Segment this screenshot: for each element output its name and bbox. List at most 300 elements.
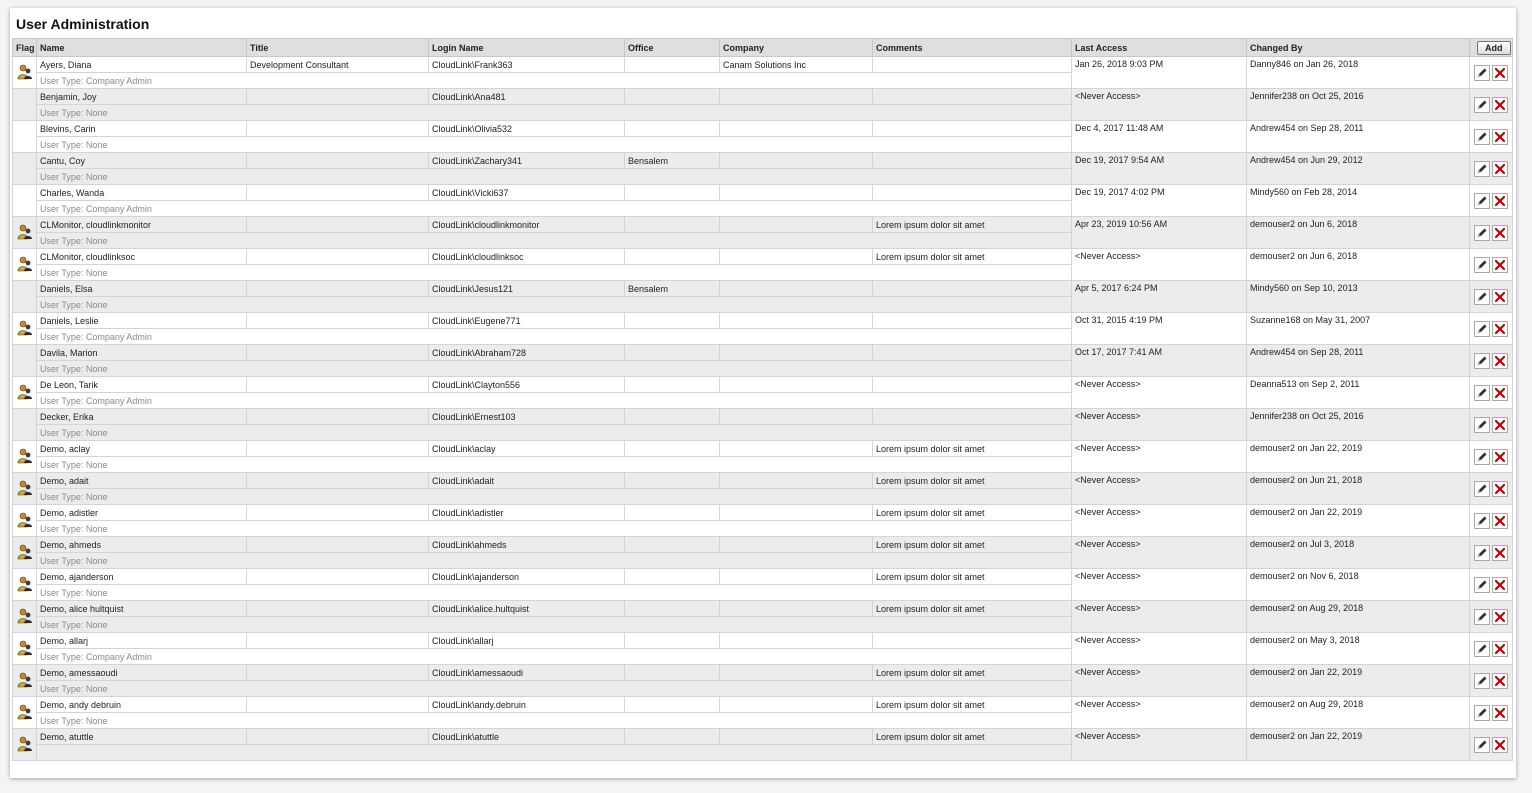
user-type-label: User Type: — [40, 363, 86, 374]
delete-button[interactable] — [1492, 705, 1508, 721]
delete-button[interactable] — [1492, 225, 1508, 241]
user-group-icon — [17, 552, 33, 562]
flag-cell — [13, 377, 37, 409]
cell-title — [247, 697, 429, 713]
user-type-cell — [37, 137, 1072, 153]
column-header-changed-by[interactable]: Changed By — [1247, 39, 1470, 57]
delete-button[interactable] — [1492, 481, 1508, 497]
delete-button[interactable] — [1492, 161, 1508, 177]
edit-button[interactable] — [1474, 225, 1490, 241]
cell-office — [625, 697, 720, 713]
flag-cell — [13, 537, 37, 569]
edit-button[interactable] — [1474, 449, 1490, 465]
delete-button[interactable] — [1492, 65, 1508, 81]
table-row[interactable] — [13, 665, 1513, 681]
cell-login-name: CloudLink\adait — [429, 473, 625, 489]
user-type-label: User Type: — [40, 619, 86, 630]
cell-title — [247, 345, 429, 361]
user-type-label: User Type: — [40, 75, 86, 86]
cell-company — [720, 185, 873, 201]
cell-comments: Lorem ipsum dolor sit amet — [873, 537, 1072, 553]
user-type-value: Company Admin — [85, 75, 152, 86]
cell-comments: Lorem ipsum dolor sit amet — [873, 441, 1072, 457]
cell-office — [625, 345, 720, 361]
cell-comments — [873, 345, 1072, 361]
edit-button[interactable] — [1474, 289, 1490, 305]
cell-company — [720, 121, 873, 137]
edit-button[interactable] — [1474, 161, 1490, 177]
cell-comments — [873, 185, 1072, 201]
cell-name: Davila, Marion — [37, 345, 247, 361]
delete-button[interactable] — [1492, 673, 1508, 689]
cell-changed-by: demouser2 on Jul 3, 2018 — [1247, 537, 1470, 569]
row-actions — [1470, 473, 1513, 505]
user-type-cell — [37, 201, 1072, 217]
user-type-cell — [37, 73, 1072, 89]
row-actions — [1470, 505, 1513, 537]
delete-button[interactable] — [1492, 129, 1508, 145]
edit-button[interactable] — [1474, 385, 1490, 401]
cell-office — [625, 185, 720, 201]
cell-company — [720, 601, 873, 617]
cell-comments: Lorem ipsum dolor sit amet — [873, 601, 1072, 617]
cell-company — [720, 313, 873, 329]
table-row[interactable] — [13, 409, 1513, 425]
user-type-value: None — [85, 171, 108, 182]
row-actions — [1470, 217, 1513, 249]
cell-comments: Lorem ipsum dolor sit amet — [873, 569, 1072, 585]
user-type-label: User Type: — [40, 139, 86, 150]
cell-company — [720, 473, 873, 489]
table-row[interactable] — [13, 121, 1513, 137]
cell-title — [247, 505, 429, 521]
cell-last-access: Oct 31, 2015 4:19 PM — [1072, 313, 1247, 345]
cell-login-name: CloudLink\Abraham728 — [429, 345, 625, 361]
cell-name: Demo, andy debruin — [37, 697, 247, 713]
cell-comments — [873, 377, 1072, 393]
user-type-cell — [37, 681, 1072, 697]
cell-last-access: <Never Access> — [1072, 473, 1247, 505]
cell-title — [247, 121, 429, 137]
user-type-label: User Type: — [40, 235, 86, 246]
user-group-icon — [17, 616, 33, 626]
user-type-cell — [37, 329, 1072, 345]
cell-office — [625, 473, 720, 489]
cell-changed-by: Deanna513 on Sep 2, 2011 — [1247, 377, 1470, 409]
user-type-cell — [37, 169, 1072, 185]
delete-button[interactable] — [1492, 193, 1508, 209]
row-actions — [1470, 249, 1513, 281]
column-header-name[interactable]: Name — [37, 39, 247, 57]
cell-title — [247, 601, 429, 617]
delete-button[interactable] — [1492, 609, 1508, 625]
cell-login-name: CloudLink\aclay — [429, 441, 625, 457]
user-type-label: User Type: — [40, 427, 86, 438]
row-actions — [1470, 729, 1513, 761]
cell-title — [247, 89, 429, 105]
delete-button[interactable] — [1492, 449, 1508, 465]
cell-office — [625, 601, 720, 617]
table-row[interactable] — [13, 697, 1513, 713]
table-row[interactable] — [13, 153, 1513, 169]
table-row[interactable] — [13, 601, 1513, 617]
users-table — [12, 38, 1513, 761]
user-type-value: None — [85, 267, 108, 278]
cell-office — [625, 537, 720, 553]
table-row[interactable] — [13, 505, 1513, 521]
cell-changed-by: Suzanne168 on May 31, 2007 — [1247, 313, 1470, 345]
cell-login-name: CloudLink\Jesus121 — [429, 281, 625, 297]
cell-title — [247, 633, 429, 649]
cell-company: Canam Solutions Inc — [720, 57, 873, 73]
table-row[interactable] — [13, 89, 1513, 105]
cell-last-access: <Never Access> — [1072, 601, 1247, 633]
user-type-cell — [37, 457, 1072, 473]
user-type-value: None — [85, 619, 108, 630]
cell-office — [625, 729, 720, 745]
flag-cell — [13, 185, 37, 217]
user-type-cell — [37, 553, 1072, 569]
cell-name: Ayers, Diana — [37, 57, 247, 73]
cell-changed-by: demouser2 on Aug 29, 2018 — [1247, 697, 1470, 729]
user-group-icon — [17, 712, 33, 722]
user-type-cell — [37, 233, 1072, 249]
cell-title — [247, 473, 429, 489]
cell-changed-by: Andrew454 on Sep 28, 2011 — [1247, 345, 1470, 377]
column-header-login-name[interactable]: Login Name — [429, 39, 625, 57]
cell-company — [720, 441, 873, 457]
flag-cell — [13, 249, 37, 281]
cell-title — [247, 569, 429, 585]
user-type-value: None — [85, 107, 108, 118]
cell-last-access: <Never Access> — [1072, 569, 1247, 601]
cell-login-name: CloudLink\Frank363 — [429, 57, 625, 73]
cell-name: Daniels, Leslie — [37, 313, 247, 329]
flag-cell — [13, 217, 37, 249]
cell-title — [247, 153, 429, 169]
delete-button[interactable] — [1492, 737, 1508, 753]
user-type-cell — [37, 521, 1072, 537]
user-group-icon — [17, 680, 33, 690]
edit-button[interactable] — [1474, 641, 1490, 657]
row-actions — [1470, 537, 1513, 569]
edit-button[interactable] — [1474, 257, 1490, 273]
edit-button[interactable] — [1474, 705, 1490, 721]
flag-cell — [13, 633, 37, 665]
row-actions — [1470, 697, 1513, 729]
row-actions — [1470, 121, 1513, 153]
column-header-last-access[interactable]: Last Access — [1072, 39, 1247, 57]
cell-login-name: CloudLink\ajanderson — [429, 569, 625, 585]
cell-office — [625, 633, 720, 649]
cell-last-access: Oct 17, 2017 7:41 AM — [1072, 345, 1247, 377]
cell-comments: Lorem ipsum dolor sit amet — [873, 505, 1072, 521]
user-type-value: None — [85, 683, 108, 694]
user-type-cell — [37, 489, 1072, 505]
table-row[interactable] — [13, 537, 1513, 553]
flag-cell — [13, 153, 37, 185]
edit-button[interactable] — [1474, 129, 1490, 145]
cell-last-access: <Never Access> — [1072, 377, 1247, 409]
row-actions — [1470, 313, 1513, 345]
edit-button[interactable] — [1474, 321, 1490, 337]
cell-office — [625, 441, 720, 457]
delete-button[interactable] — [1492, 97, 1508, 113]
row-actions — [1470, 441, 1513, 473]
delete-button[interactable] — [1492, 289, 1508, 305]
cell-last-access: <Never Access> — [1072, 697, 1247, 729]
edit-button[interactable] — [1474, 577, 1490, 593]
delete-button[interactable] — [1492, 385, 1508, 401]
cell-company — [720, 729, 873, 745]
flag-cell — [13, 505, 37, 537]
cell-comments — [873, 121, 1072, 137]
cell-comments — [873, 89, 1072, 105]
user-type-label: User Type: — [40, 715, 86, 726]
cell-changed-by: demouser2 on Jan 22, 2019 — [1247, 729, 1470, 761]
cell-company — [720, 633, 873, 649]
edit-button[interactable] — [1474, 193, 1490, 209]
row-actions — [1470, 345, 1513, 377]
flag-cell — [13, 89, 37, 121]
user-type-cell — [37, 713, 1072, 729]
cell-name: Benjamin, Joy — [37, 89, 247, 105]
cell-company — [720, 217, 873, 233]
cell-login-name: CloudLink\Vicki637 — [429, 185, 625, 201]
row-actions — [1470, 665, 1513, 697]
edit-button[interactable] — [1474, 673, 1490, 689]
cell-name: Demo, ajanderson — [37, 569, 247, 585]
user-type-value: None — [85, 139, 108, 150]
flag-cell — [13, 601, 37, 633]
flag-cell — [13, 281, 37, 313]
delete-button[interactable] — [1492, 321, 1508, 337]
user-type-value: None — [85, 715, 108, 726]
user-group-icon — [17, 520, 33, 530]
cell-company — [720, 505, 873, 521]
delete-button[interactable] — [1492, 641, 1508, 657]
cell-title: Development Consultant — [247, 57, 429, 73]
cell-office — [625, 313, 720, 329]
table-row[interactable] — [13, 185, 1513, 201]
user-type-cell — [37, 617, 1072, 633]
cell-office — [625, 409, 720, 425]
column-header-company[interactable]: Company — [720, 39, 873, 57]
table-row[interactable] — [13, 569, 1513, 585]
cell-changed-by: Mindy560 on Feb 28, 2014 — [1247, 185, 1470, 217]
cell-title — [247, 409, 429, 425]
cell-last-access: Dec 4, 2017 11:48 AM — [1072, 121, 1247, 153]
table-row[interactable] — [13, 217, 1513, 233]
cell-office — [625, 249, 720, 265]
cell-name: De Leon, Tarik — [37, 377, 247, 393]
delete-button[interactable] — [1492, 257, 1508, 273]
cell-name: Demo, adistler — [37, 505, 247, 521]
table-row[interactable] — [13, 441, 1513, 457]
table-row[interactable] — [13, 729, 1513, 745]
cell-company — [720, 569, 873, 585]
table-row[interactable] — [13, 633, 1513, 649]
cell-title — [247, 537, 429, 553]
table-row[interactable] — [13, 473, 1513, 489]
cell-company — [720, 537, 873, 553]
delete-button[interactable] — [1492, 353, 1508, 369]
flag-cell — [13, 121, 37, 153]
user-group-icon — [17, 744, 33, 754]
cell-changed-by: Jennifer238 on Oct 25, 2016 — [1247, 89, 1470, 121]
cell-comments — [873, 57, 1072, 73]
table-header — [13, 39, 1513, 57]
cell-changed-by: Danny846 on Jan 26, 2018 — [1247, 57, 1470, 89]
cell-name: Demo, ahmeds — [37, 537, 247, 553]
row-actions — [1470, 281, 1513, 313]
cell-name: Blevins, Carin — [37, 121, 247, 137]
edit-button[interactable] — [1474, 737, 1490, 753]
table-row[interactable] — [13, 281, 1513, 297]
cell-comments — [873, 633, 1072, 649]
cell-login-name: CloudLink\cloudlinkmonitor — [429, 217, 625, 233]
cell-comments: Lorem ipsum dolor sit amet — [873, 729, 1072, 745]
cell-login-name: CloudLink\Ernest103 — [429, 409, 625, 425]
cell-changed-by: demouser2 on Jun 6, 2018 — [1247, 249, 1470, 281]
table-row[interactable] — [13, 313, 1513, 329]
user-type-cell — [37, 649, 1072, 665]
column-header-comments[interactable]: Comments — [873, 39, 1072, 57]
cell-office — [625, 505, 720, 521]
edit-button[interactable] — [1474, 65, 1490, 81]
user-type-cell — [37, 585, 1072, 601]
user-type-cell — [37, 745, 1072, 761]
user-group-icon — [17, 264, 33, 274]
cell-last-access: Dec 19, 2017 9:54 AM — [1072, 153, 1247, 185]
delete-button[interactable] — [1492, 577, 1508, 593]
flag-cell — [13, 729, 37, 761]
cell-company — [720, 153, 873, 169]
cell-last-access: Dec 19, 2017 4:02 PM — [1072, 185, 1247, 217]
cell-comments: Lorem ipsum dolor sit amet — [873, 665, 1072, 681]
cell-name: Demo, amessaoudi — [37, 665, 247, 681]
cell-last-access: <Never Access> — [1072, 89, 1247, 121]
cell-login-name: CloudLink\Ana481 — [429, 89, 625, 105]
flag-cell — [13, 697, 37, 729]
cell-company — [720, 697, 873, 713]
cell-changed-by: demouser2 on Nov 6, 2018 — [1247, 569, 1470, 601]
table-row[interactable] — [13, 345, 1513, 361]
user-type-label: User Type: — [40, 523, 86, 534]
cell-comments — [873, 153, 1072, 169]
cell-comments: Lorem ipsum dolor sit amet — [873, 473, 1072, 489]
cell-name: CLMonitor, cloudlinkmonitor — [37, 217, 247, 233]
user-type-label: User Type: — [40, 171, 86, 182]
cell-name: Demo, alice hultquist — [37, 601, 247, 617]
cell-company — [720, 409, 873, 425]
row-actions — [1470, 57, 1513, 89]
cell-last-access: <Never Access> — [1072, 537, 1247, 569]
user-type-label: User Type: — [40, 459, 86, 470]
table-row[interactable] — [13, 249, 1513, 265]
user-type-value: None — [85, 491, 108, 502]
delete-button[interactable] — [1492, 545, 1508, 561]
user-type-label: User Type: — [40, 651, 86, 662]
delete-button[interactable] — [1492, 513, 1508, 529]
edit-button[interactable] — [1474, 481, 1490, 497]
user-type-cell — [37, 105, 1072, 121]
user-type-value: None — [85, 459, 108, 470]
cell-login-name: CloudLink\Zachary341 — [429, 153, 625, 169]
add-user-button[interactable]: Add — [1477, 41, 1511, 55]
user-type-value: Company Admin — [85, 395, 152, 406]
cell-changed-by: Andrew454 on Jun 29, 2012 — [1247, 153, 1470, 185]
cell-last-access: <Never Access> — [1072, 729, 1247, 761]
user-type-value: Company Admin — [85, 651, 152, 662]
cell-changed-by: demouser2 on Jun 21, 2018 — [1247, 473, 1470, 505]
column-header-actions — [1470, 39, 1513, 57]
cell-name: Demo, aclay — [37, 441, 247, 457]
cell-login-name: CloudLink\andy.debruin — [429, 697, 625, 713]
user-type-value: None — [85, 235, 108, 246]
cell-login-name: CloudLink\Eugene771 — [429, 313, 625, 329]
cell-changed-by: demouser2 on Jun 6, 2018 — [1247, 217, 1470, 249]
edit-button[interactable] — [1474, 417, 1490, 433]
cell-office — [625, 121, 720, 137]
edit-button[interactable] — [1474, 353, 1490, 369]
edit-button[interactable] — [1474, 97, 1490, 113]
cell-office — [625, 217, 720, 233]
user-type-label: User Type: — [40, 395, 86, 406]
user-type-label: User Type: — [40, 683, 86, 694]
flag-cell — [13, 345, 37, 377]
flag-cell — [13, 57, 37, 89]
user-type-value: Company Admin — [85, 203, 152, 214]
edit-button[interactable] — [1474, 513, 1490, 529]
cell-office — [625, 665, 720, 681]
delete-button[interactable] — [1492, 417, 1508, 433]
cell-changed-by: demouser2 on Jan 22, 2019 — [1247, 665, 1470, 697]
column-header-office[interactable]: Office — [625, 39, 720, 57]
user-type-label: User Type: — [40, 491, 86, 502]
edit-button[interactable] — [1474, 609, 1490, 625]
column-header-flag[interactable]: Flag — [13, 39, 37, 57]
user-type-value: Company Admin — [85, 331, 152, 342]
cell-comments — [873, 313, 1072, 329]
row-actions — [1470, 153, 1513, 185]
cell-name: Demo, adait — [37, 473, 247, 489]
cell-changed-by: demouser2 on Jan 22, 2019 — [1247, 441, 1470, 473]
cell-title — [247, 249, 429, 265]
cell-name: Decker, Erika — [37, 409, 247, 425]
flag-cell — [13, 569, 37, 601]
edit-button[interactable] — [1474, 545, 1490, 561]
cell-title — [247, 281, 429, 297]
column-header-title[interactable]: Title — [247, 39, 429, 57]
user-group-icon — [17, 232, 33, 242]
cell-company — [720, 89, 873, 105]
user-type-cell — [37, 425, 1072, 441]
row-actions — [1470, 633, 1513, 665]
cell-office: Bensalem — [625, 281, 720, 297]
user-group-icon — [17, 72, 33, 82]
cell-login-name: CloudLink\atuttle — [429, 729, 625, 745]
cell-name: Charles, Wanda — [37, 185, 247, 201]
cell-company — [720, 345, 873, 361]
user-group-icon — [17, 584, 33, 594]
user-type-value: None — [85, 299, 108, 310]
cell-last-access: <Never Access> — [1072, 441, 1247, 473]
cell-login-name: CloudLink\Olivia532 — [429, 121, 625, 137]
table-row[interactable] — [13, 377, 1513, 393]
table-row[interactable] — [13, 57, 1513, 73]
cell-title — [247, 729, 429, 745]
